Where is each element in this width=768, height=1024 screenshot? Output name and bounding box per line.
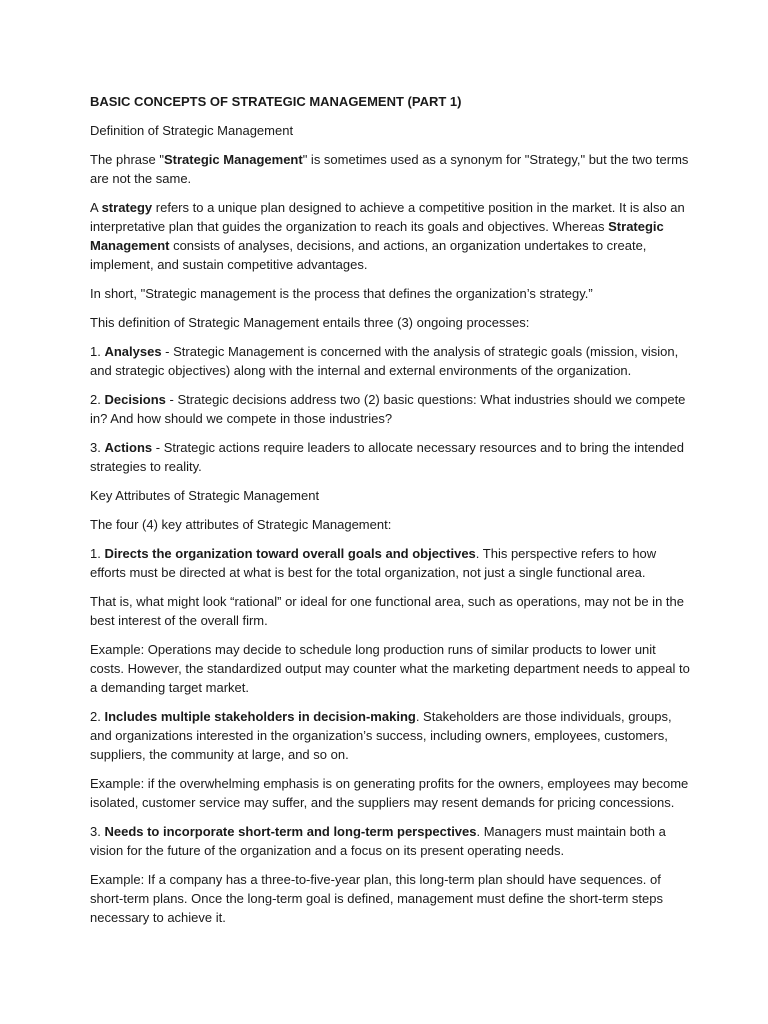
- attribute-item-stakeholders: 2. Includes multiple stakeholders in decision-making. Stakeholders are those individuals, groups, and organizations interested in the organization’s success, including owners, employees, customers, suppliers, the community at large, and so on.: [90, 709, 672, 762]
- attribute-1-example: Example: Operations may decide to schedule long production runs of similar products to lower unit costs. However, the standardized output may counter what the marketing department needs to appeal to a demanding target market.: [90, 642, 690, 695]
- attribute-item-directs: 1. Directs the organization toward overall goals and objectives. This perspective refers to how efforts must be directed at what is best for the total organization, not just a single functional area.: [90, 546, 657, 580]
- paragraph-strategy: A strategy refers to a unique plan designed to achieve a competitive position in the market. It is also an interpretative plan that guides the organization to reach its goals and objectives. Whereas Strategic Management consists of analyses, decisions, and actions, an organization undertakes to create, implement, and sustain competitive advantages.: [90, 200, 685, 272]
- document-page: [90, 92, 690, 937]
- process-item-analyses: 1. Analyses - Strategic Management is concerned with the analysis of strategic goals (mission, vision, and strategic objectives) along with the internal and external environments of the organization.: [90, 344, 679, 378]
- paragraph-three-processes: This definition of Strategic Management entails three (3) ongoing processes:: [90, 315, 530, 330]
- attribute-2-example: Example: if the overwhelming emphasis is on generating profits for the owners, employees may become isolated, customer service may suffer, and the suppliers may resent demands for pricing concessions.: [90, 776, 689, 810]
- definition-heading: Definition of Strategic Management: [90, 123, 294, 138]
- attribute-item-perspectives: 3. Needs to incorporate short-term and long-term perspectives. Managers must maintain both a vision for the future of the organization and a focus on its present operating needs.: [90, 824, 666, 858]
- attribute-3-example: Example: If a company has a three-to-five-year plan, this long-term plan should have sequences. of short-term plans. Once the long-term goal is defined, management must define the short-term steps necessary to achieve it.: [90, 872, 663, 925]
- attribute-1-explanation: That is, what might look “rational” or ideal for one functional area, such as operations, may not be in the best interest of the overall firm.: [90, 594, 684, 628]
- process-item-decisions: 2. Decisions - Strategic decisions address two (2) basic questions: What industries should we compete in? And how should we compete in those industries?: [90, 392, 686, 426]
- paragraph-in-short: In short, "Strategic management is the process that defines the organization’s strategy.”: [90, 286, 593, 301]
- paragraph-phrase: The phrase "Strategic Management" is sometimes used as a synonym for "Strategy," but the two terms are not the same.: [90, 152, 689, 186]
- process-item-actions: 3. Actions - Strategic actions require leaders to allocate necessary resources and to bring the intended strategies to reality.: [90, 440, 684, 474]
- document-title: BASIC CONCEPTS OF STRATEGIC MANAGEMENT (PART 1): [90, 94, 462, 109]
- attributes-intro: The four (4) key attributes of Strategic Management:: [90, 517, 392, 532]
- attributes-heading: Key Attributes of Strategic Management: [90, 488, 320, 503]
